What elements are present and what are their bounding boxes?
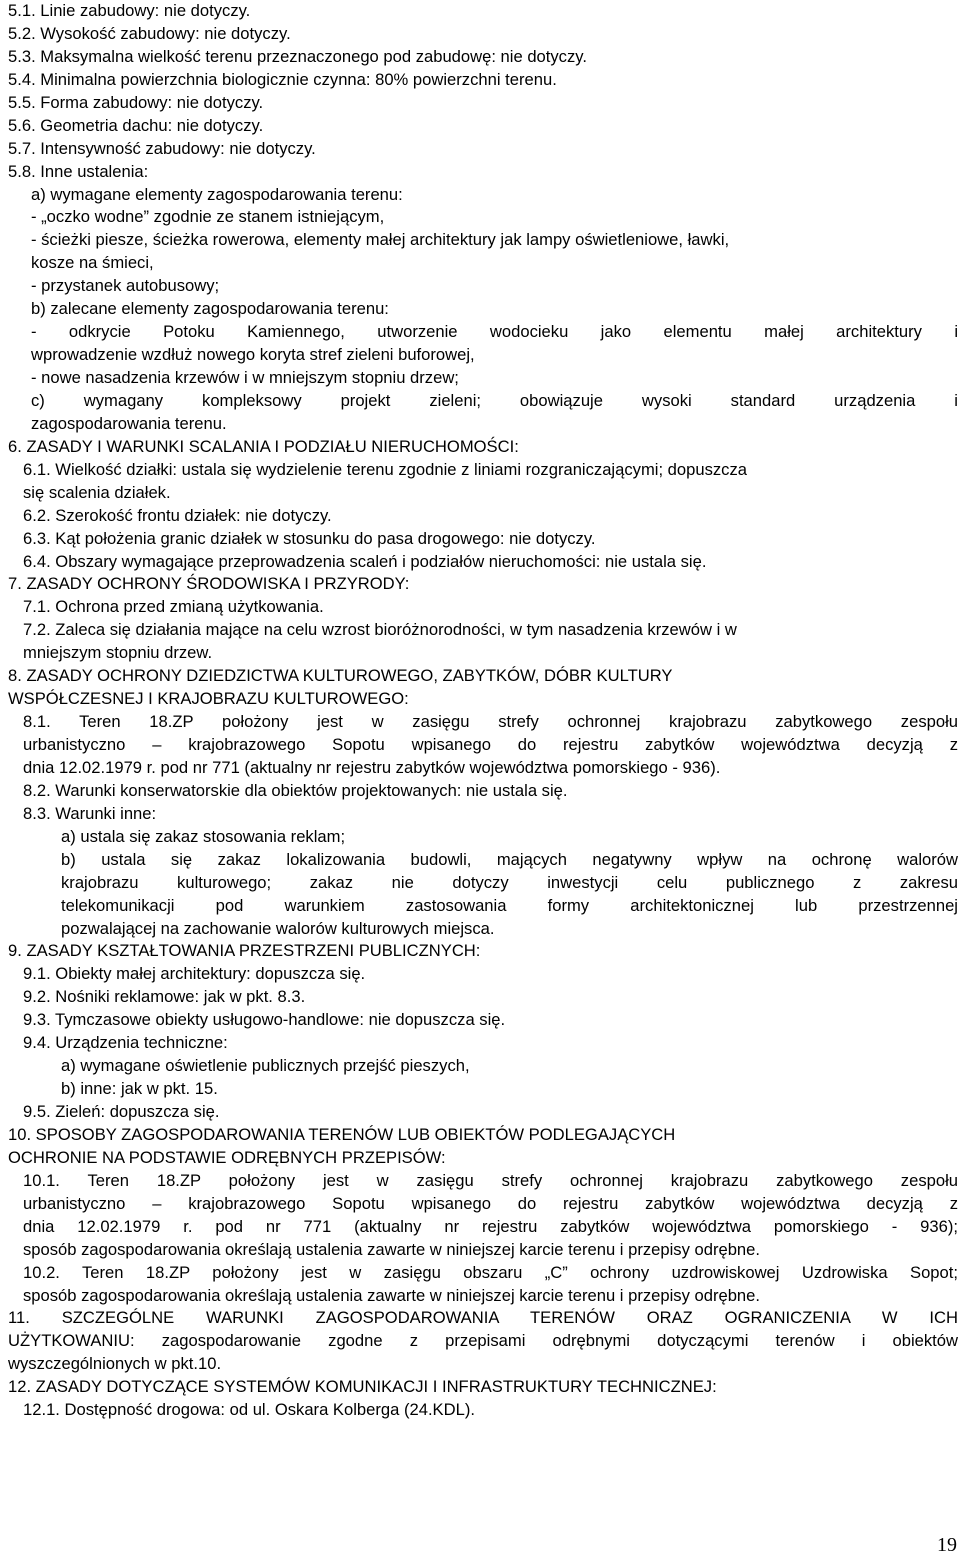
text-line: dnia 12.02.1979 r. pod nr 771 (aktualny nr rejestru zabytków województwa pomorskiego - 936). [23,757,721,777]
text-line: sposób zagospodarowania określają ustalenia zawarte w niniejszej karcie terenu i przepisy odrębne. [23,1285,760,1305]
text-line: b) zalecane elementy zagospodarowania terenu: [31,299,389,319]
text-line: 10.1. Teren 18.ZP położony jest w zasięgu strefy ochronnej krajobrazu zabytkowego zespołu [23,1170,958,1190]
text-line: - ścieżki piesze, ścieżka rowerowa, elementy małej architektury jak lampy oświetleniowe, ławki, [31,230,730,250]
text-line: telekomunikacji pod warunkiem zastosowania formy architektonicznej lub przestrzennej [61,895,958,915]
text-line: 8.1. Teren 18.ZP położony jest w zasięgu strefy ochronnej krajobrazu zabytkowego zespołu [23,712,958,732]
text-line: - „oczko wodne” zgodnie ze stanem istniejącym, [31,207,385,227]
text-line: 9.3. Tymczasowe obiekty usługowo-handlowe: nie dopuszcza się. [23,1010,506,1030]
text-line: 5.4. Minimalna powierzchnia biologicznie czynna: 80% powierzchni terenu. [8,69,557,89]
text-line: - przystanek autobusowy; [31,276,220,296]
text-line: a) wymagane elementy zagospodarowania terenu: [31,184,403,204]
text-line: 5.8. Inne ustalenia: [8,161,149,181]
text-line: 8. ZASADY OCHRONY DZIEDZICTWA KULTUROWEGO, ZABYTKÓW, DÓBR KULTURY [8,666,673,686]
text-line: 6.3. Kąt położenia granic działek w stosunku do pasa drogowego: nie dotyczy. [23,528,596,548]
text-line: 7.1. Ochrona przed zmianą użytkowania. [23,597,324,617]
text-line: OCHRONIE NA PODSTAWIE ODRĘBNYCH PRZEPISÓW: [8,1147,446,1167]
text-line: 8.2. Warunki konserwatorskie dla obiektów projektowanych: nie ustala się. [23,780,568,800]
text-line: 5.2. Wysokość zabudowy: nie dotyczy. [8,23,291,43]
text-line: b) ustala się zakaz lokalizowania budowli, mających negatywny wpływ na ochronę walorów [61,849,958,869]
text-line: - nowe nasadzenia krzewów i w mniejszym stopniu drzew; [31,368,459,387]
text-line: 9.4. Urządzenia techniczne: [23,1033,228,1053]
text-line: 6.2. Szerokość frontu działek: nie dotyczy. [23,505,332,525]
document-body [8,0,958,1422]
text-line: urbanistyczno – krajobrazowego Sopotu wpisanego do rejestru zabytków województwa decyzją z [23,735,958,754]
text-line: wprowadzenie wzdłuż nowego koryta stref zieleni buforowej, [31,345,475,365]
text-line: c) wymagany kompleksowy projekt zieleni; obowiązuje wysoki standard urządzenia i [31,390,958,410]
page-number: 19 [937,1534,957,1556]
text-line: 6.1. Wielkość działki: ustala się wydzielenie terenu zgodnie z liniami rozgraniczającymi; dopuszcza [23,459,747,479]
text-line: 5.7. Intensywność zabudowy: nie dotyczy. [8,138,316,158]
text-line: 5.3. Maksymalna wielkość terenu przeznaczonego pod zabudowę: nie dotyczy. [8,46,587,66]
text-line: 6. ZASADY I WARUNKI SCALANIA I PODZIAŁU NIERUCHOMOŚCI: [8,436,519,456]
text-line: 8.3. Warunki inne: [23,803,157,823]
text-line: mniejszym stopniu drzew. [23,643,213,663]
text-line: b) inne: jak w pkt. 15. [61,1079,218,1099]
text-line: 5.6. Geometria dachu: nie dotyczy. [8,115,264,135]
text-line: 9.1. Obiekty małej architektury: dopuszcza się. [23,964,366,984]
text-line: kosze na śmieci, [31,253,154,273]
text-line: pozwalającej na zachowanie walorów kulturowych miejsca. [61,918,495,938]
text-line: 12. ZASADY DOTYCZĄCE SYSTEMÓW KOMUNIKACJI I INFRASTRUKTURY TECHNICZNEJ: [8,1377,717,1397]
text-line: UŻYTKOWANIU: zagospodarowanie zgodne z przepisami odrębnymi dotyczącymi terenów i obiektów [8,1331,958,1351]
text-line: 9.2. Nośniki reklamowe: jak w pkt. 8.3. [23,987,306,1007]
text-line: 6.4. Obszary wymagające przeprowadzenia scaleń i podziałów nieruchomości: nie ustala się. [23,551,707,571]
text-line: 7. ZASADY OCHRONY ŚRODOWISKA I PRZYRODY: [8,574,410,594]
text-line: a) wymagane oświetlenie publicznych przejść pieszych, [61,1056,470,1076]
text-line: krajobrazu kulturowego; zakaz nie dotyczy inwestycji celu publicznego z zakresu [61,872,958,892]
text-line: 12.1. Dostępność drogowa: od ul. Oskara Kolberga (24.KDL). [23,1400,475,1420]
text-line: 11. SZCZEGÓLNE WARUNKI ZAGOSPODAROWANIA TERENÓW ORAZ OGRANICZENIA W ICH [8,1308,958,1328]
text-line: sposób zagospodarowania określają ustalenia zawarte w niniejszej karcie terenu i przepisy odrębne. [23,1239,760,1259]
text-line: 5.5. Forma zabudowy: nie dotyczy. [8,92,264,112]
text-line: a) ustala się zakaz stosowania reklam; [61,826,346,846]
text-line: 7.2. Zaleca się działania mające na celu wzrost bioróżnorodności, w tym nasadzenia krzewów i w [23,620,737,640]
text-line: 10.2. Teren 18.ZP położony jest w zasięgu obszaru „C” ochrony uzdrowiskowej Uzdrowiska Sopot; [23,1262,958,1282]
text-line: 10. SPOSOBY ZAGOSPODAROWANIA TERENÓW LUB OBIEKTÓW PODLEGAJĄCYCH [8,1124,676,1144]
text-line: - odkrycie Potoku Kamiennego, utworzenie wodocieku jako elementu małej architektury i [31,322,958,342]
text-line: WSPÓŁCZESNEJ I KRAJOBRAZU KULTUROWEGO: [8,689,409,709]
text-line: 9.5. Zieleń: dopuszcza się. [23,1102,220,1121]
text-line: 9. ZASADY KSZTAŁTOWANIA PRZESTRZENI PUBLICZNYCH: [8,941,481,961]
text-line: zagospodarowania terenu. [31,413,227,433]
text-line: dnia 12.02.1979 r. pod nr 771 (aktualny nr rejestru zabytków województwa pomorskiego - 936); [23,1216,958,1236]
text-line: urbanistyczno – krajobrazowego Sopotu wpisanego do rejestru zabytków województwa decyzją z [23,1193,958,1213]
text-line: się scalenia działek. [23,482,171,502]
text-line: wyszczególnionych w pkt.10. [8,1354,222,1374]
text-line: 5.1. Linie zabudowy: nie dotyczy. [8,1,251,20]
